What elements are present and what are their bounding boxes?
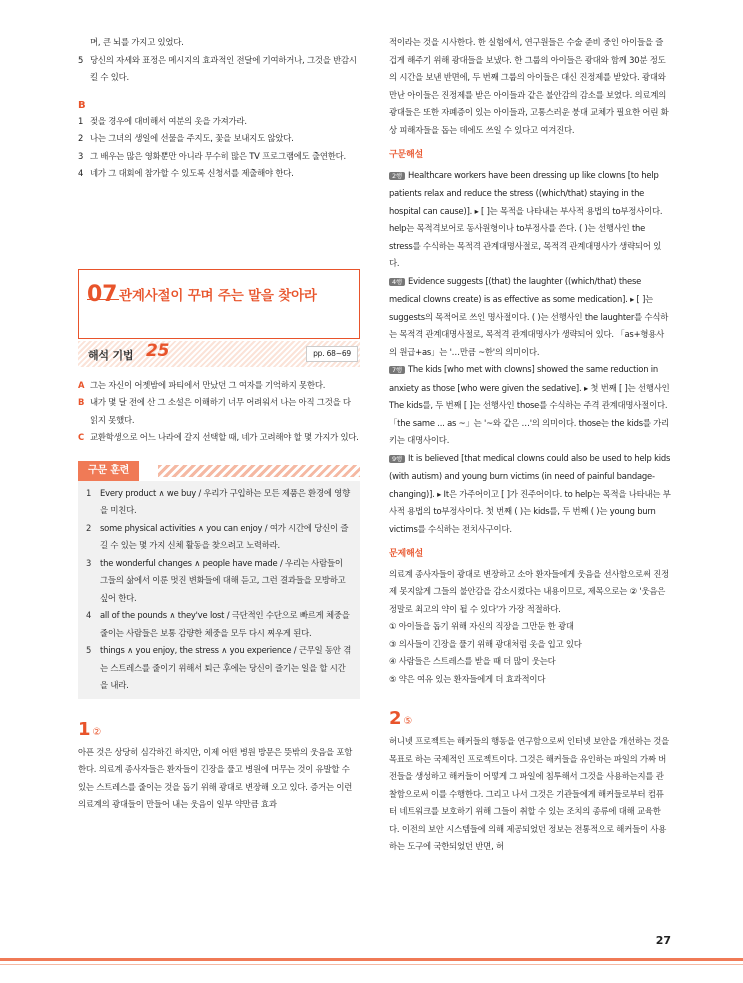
intro-item-text: 며, 큰 뇌를 가지고 있었다.: [90, 37, 184, 47]
question-1-text: 아픈 것은 상당히 심각하긴 하지만, 이제 어떤 병원 방문은 뜻밖의 웃음을 포함한다. 의료계 종사자들은 환자들이 긴장을 풀고 병원에 머무는 것이 유발할 수 있는 스트레스를 줄이는 것을 돕기 위해 광대로 변장해 오고 있다. 증거는 이런 의료계의 광대들이 만들어 내는 웃음이 일부 약만큼 효과: [78, 746, 353, 809]
drill-item-number: 2: [86, 522, 92, 533]
syntax-explanation: ▸ It은 가주어이고 [ ]가 진주어이다. to help는 목적을 나타내는 부사적 용법의 to부정사이다. 첫 번째 ( )는 kids를, 두 번째 ( )는 young burn victims를 수식하는 전치사구이다.: [389, 488, 671, 534]
section-number: 07: [87, 281, 118, 307]
syntax-item: [389, 273, 671, 362]
footer-rule-thin: [0, 964, 743, 965]
example-item-number: C: [78, 432, 84, 442]
syntax-heading: 구문해설: [389, 150, 423, 160]
question-1-number: 1: [78, 718, 91, 740]
problem-text: 의료계 종사자들이 광대로 변장하고 소아 환자들에게 웃음을 선사함으로써 진정제 못지않게 그들의 불안감을 감소시켰다는 내용이므로, 제목으로는 ② '웃음은 정말로 최고의 약이 될 수 있다'가 가장 적절하다.: [389, 568, 670, 614]
method-label: 해석 기법: [88, 348, 134, 362]
passage-continued: 적이라는 것을 시사한다. 한 실험에서, 연구원들은 수술 준비 중인 아이들을 즐겁게 해주기 위해 광대들을 보냈다. 한 그룹의 아이들은 광대와 함께 30분 정도의 시간을 보낸 반면에, 두 번째 그룹의 아이들은 대신 진정제를 받았다. 광대와 만난 아이들은 진정제를 받은 아이들과 같은 불안감의 감소를 보였다. 의료계의 광대들은 또한 자폐증이 있는 아이들과, 고통스러운 붕대 교체가 필요한 어린 화상 피해자들을 돕는 데에도 쓰일 수 있다고 여겨진다.: [389, 37, 669, 135]
line-tag: 4행: [389, 278, 405, 286]
example-item: [78, 429, 360, 447]
syntax-item: [389, 450, 671, 539]
drill-item: [86, 642, 352, 695]
intro-item: [78, 34, 360, 52]
drill-title: 구문 훈련: [78, 461, 139, 481]
left-column: [78, 34, 360, 814]
question-2-number: 2: [389, 708, 402, 729]
intro-item-number: [78, 34, 90, 52]
syntax-item: [389, 167, 671, 273]
example-item-text: 그는 자신이 어젯밤에 파티에서 만났던 그 여자를 기억하지 못한다.: [90, 379, 326, 390]
section-b-label: B: [78, 99, 86, 111]
drill-header: [78, 461, 360, 481]
page-reference: pp. 68~69: [306, 346, 358, 362]
example-item-text: 내가 몇 달 전에 산 그 소설은 이해하기 너무 어려워서 나는 아직 그것을 다 읽지 못했다.: [90, 397, 351, 425]
section-b-item-text: 그 배우는 많은 영화뿐만 아니라 무수히 많은 TV 프로그램에도 출연한다.: [90, 150, 346, 161]
example-item: [78, 377, 360, 395]
problem-heading: 문제해설: [389, 549, 423, 559]
question-2-text: 허니넷 프로젝트는 해커들의 행동을 연구함으로써 인터넷 보안을 개선하는 것을 목표로 하는 국제적인 프로젝트이다. 그것은 해커들을 유인하는 파일의 가짜 버전들을 생성하고 해커들이 어떻게 그 파일에 침투해서 그것을 사용하는지를 관찰함으로써 이를 수행한다. 그리고 나서 그것은 기관들에게 해커들로부터 컴퓨터 네트워크를 보호하기 위해 그들이 취할 수 있는 조치의 종류에 대해 교육한다. 이전의 보안 시스템들에 의해 제공되었던 정보는 전통적으로 해커들이 사용하는 도구에 국한되었던 반면, 허: [389, 736, 670, 851]
syntax-sentence: It is believed [that medical clowns could also be used to help kids (with autism) and young burn victims (in need of painful bandage-changing)].: [389, 452, 671, 499]
intro-list: [78, 34, 360, 87]
example-item-number: B: [78, 397, 85, 407]
section-b-item: [78, 113, 360, 131]
intro-item-number: 5: [78, 54, 84, 65]
drill-box: [78, 481, 360, 699]
section-b-item-number: 3: [78, 150, 84, 161]
line-tag: 7행: [389, 366, 405, 374]
syntax-explanation: ▸ [ ]는 목적을 나타내는 부사적 용법의 to부정사이다. help는 목적격보어로 동사원형이나 to부정사를 쓴다. ( )는 선행사인 the stress를 수식하는 목적격 관계대명사절로, 목적격 관계대명사가 생략되어 있다.: [389, 205, 663, 268]
drill-item-number: 4: [86, 610, 92, 620]
example-sentences: [78, 377, 360, 447]
question-2-header: [389, 708, 671, 733]
section-b-item-number: 2: [78, 133, 84, 143]
question-1-answer: ②: [92, 726, 102, 738]
option-item: ③ 의사들이 긴장을 풀기 위해 광대처럼 옷을 입고 있다: [389, 638, 582, 649]
line-tag: 9행: [389, 455, 405, 463]
section-b-item-number: 4: [78, 168, 84, 178]
section-b-item-text: 젖을 경우에 대비해서 여분의 옷을 가져가라.: [90, 115, 247, 126]
method-bar: [78, 341, 360, 367]
drill-item-text: the wonderful changes ∧ people have made / 우리는 사람들이 그들의 삶에서 이룬 멋진 변화들에 대해 듣고, 그런 결과들을 모방하고 싶어 한다.: [100, 557, 346, 603]
section-b-item-number: 1: [78, 115, 84, 126]
drill-item: [86, 555, 352, 608]
section-b-item-text: 네가 그 대회에 참가할 수 있도록 신청서를 제출해야 한다.: [90, 168, 294, 178]
syntax-list: [389, 167, 671, 539]
example-item-number: A: [78, 379, 85, 390]
syntax-sentence: Healthcare workers have been dressing up like clowns [to help patients relax and reduce the stress ((which/that) staying in the hospital can cause)].: [389, 169, 659, 216]
section-title-box: [78, 269, 360, 339]
drill-item-text: Every product ∧ we buy / 우리가 구입하는 모든 제품은 환경에 영향을 미친다.: [100, 487, 350, 515]
syntax-sentence: The kids [who met with clowns] showed the same reduction in anxiety as those [who were given the sedative].: [389, 364, 659, 393]
drill-item-text: all of the pounds ∧ they've lost / 극단적인 수단으로 빠르게 체중을 줄이는 사람들은 보통 감량한 체중을 모두 다시 찌우게 된다.: [100, 610, 350, 638]
line-tag: 2행: [389, 172, 405, 180]
drill-item: [86, 520, 352, 555]
drill-stripe: [158, 465, 360, 477]
right-column: [389, 34, 671, 856]
section-b-item: [78, 130, 360, 148]
option-item: ④ 사람들은 스트레스를 받을 때 더 많이 웃는다: [389, 656, 556, 666]
syntax-explanation: ▸ 첫 번째 [ ]는 선행사인 The kids를, 두 번째 [ ]는 선행사인 those를 수식하는 주격 관계대명사절이다. 「the same ... as ~」는 '~와 같은 …'의 의미이다. those는 the kids를 가리키는 대명사이다.: [389, 382, 670, 445]
drill-item-number: 5: [86, 645, 92, 655]
option-item: ⑤ 약은 여유 있는 환자들에게 더 효과적이다: [389, 673, 546, 684]
drill-item-text: some physical activities ∧ you can enjoy / 여가 시간에 당신이 즐길 수 있는 몇 가지 신체 활동을 찾으려고 노력하라.: [100, 522, 349, 550]
intro-item-text: 당신의 자세와 표정은 메시지의 효과적인 전달에 기여하거나, 그것을 반감시킬 수 있다.: [90, 54, 357, 82]
example-item: [78, 394, 360, 429]
drill-item: [86, 485, 352, 520]
example-item-text: 교환학생으로 어느 나라에 갈지 선택할 때, 네가 고려해야 할 몇 가지가 있다.: [90, 432, 359, 442]
method-number: 25: [146, 340, 170, 361]
syntax-sentence: Evidence suggests [(that) the laughter ((which/that) these medical clowns create) is as effective as some medication].: [389, 275, 642, 304]
page-number: 27: [655, 934, 671, 947]
drill-item-text: things ∧ you enjoy, the stress ∧ you experience / 근무일 동안 겪는 스트레스를 줄이기 위해서 퇴근 후에는 당신이 즐기는 일을 할 시간을 내라.: [100, 645, 352, 690]
option-item: ① 아이들을 돕기 위해 자신의 직장을 그만둔 한 광대: [389, 621, 574, 631]
footer-rule: [0, 958, 743, 961]
drill-item: [86, 607, 352, 642]
question-1-header: [78, 719, 360, 744]
syntax-item: [389, 361, 671, 450]
drill-item-number: 1: [86, 487, 92, 498]
section-b-list: [78, 113, 360, 183]
intro-item: [78, 52, 360, 87]
section-b-item: [78, 165, 360, 183]
section-b-item: [78, 148, 360, 166]
syntax-explanation: ▸ [ ]는 suggests의 목적어로 쓰인 명사절이다. ( )는 선행사인 the laughter를 수식하는 목적격 관계대명사절로, 목적격 관계대명사가 생략되어 있다. 「as+형용사의 원급+as」는 '…만큼 ~한'의 의미이다.: [389, 294, 669, 357]
section-title: 관계사절이 꾸며 주는 말을 찾아라: [119, 287, 317, 304]
section-b-item-text: 나는 그녀의 생일에 선물을 주지도, 꽃을 보내지도 않았다.: [90, 133, 294, 143]
option-list: [389, 618, 671, 688]
question-2-answer: ⑤: [403, 716, 413, 727]
drill-item-number: 3: [86, 557, 92, 568]
